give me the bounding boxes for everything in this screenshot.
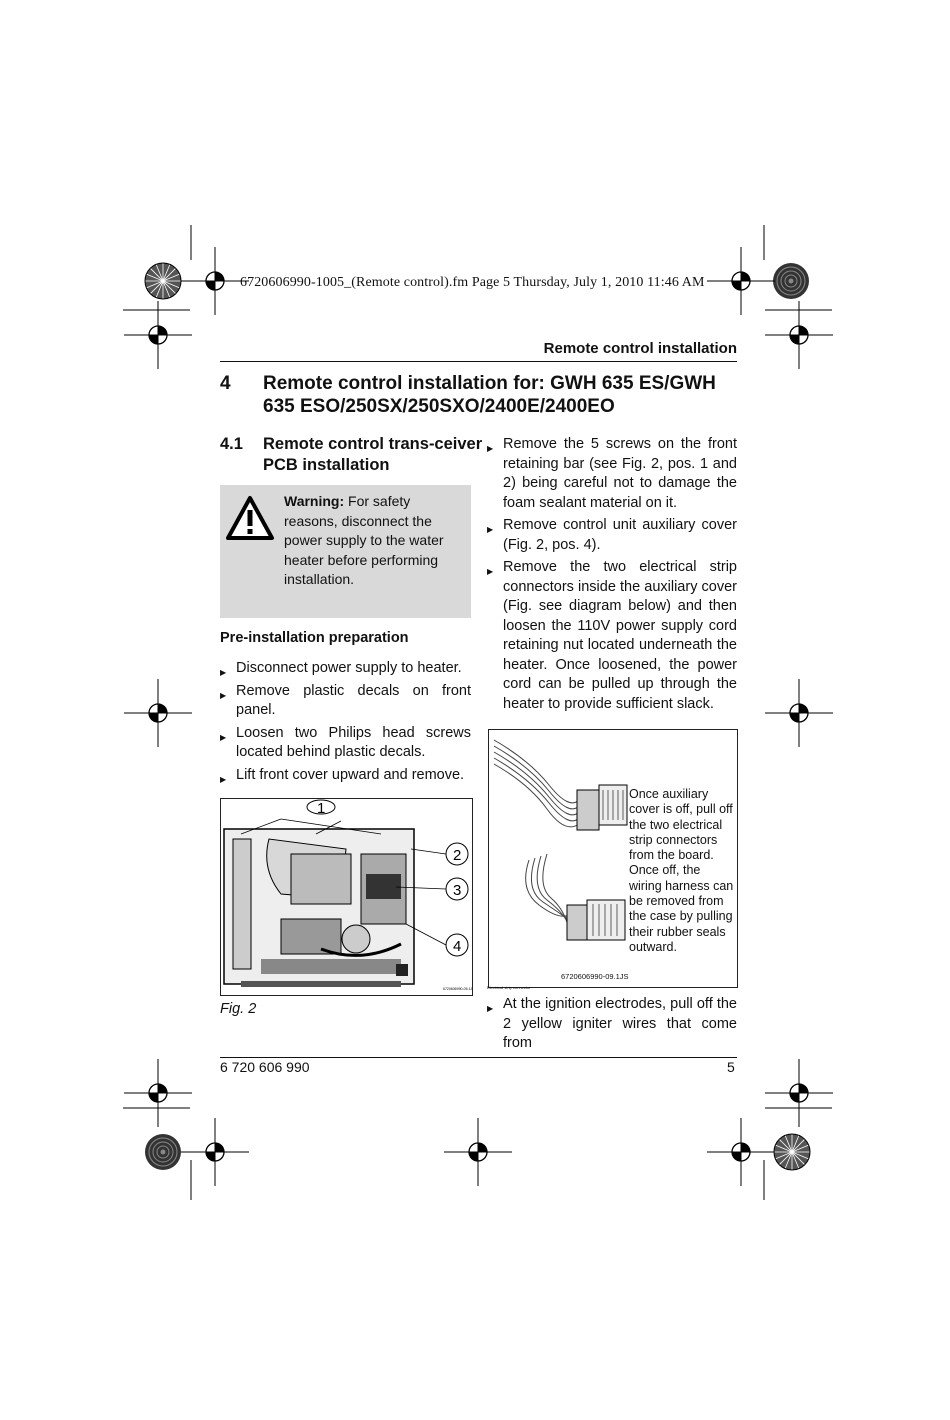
figure-code: 6720606990-09.1JS xyxy=(561,972,629,981)
connector-caption: Once auxiliary cover is off, pull off the two electrical strip connectors from the board. Once off, the wiring harness can be removed from the case by pulling their rubber seals outward. xyxy=(629,787,734,954)
page-number: 5 xyxy=(727,1059,735,1075)
list-item: ▶ Remove the 5 screws on the front retaining bar (see Fig. 2, pos. 1 and 2) being careful not to damage the foam sealant material on it. xyxy=(487,435,737,513)
connector-figure xyxy=(488,729,738,988)
section-number: 4 xyxy=(220,373,231,394)
list-item: ▶ Remove the two electrical strip connectors inside the auxiliary cover (Fig. see diagram below) and then loosen the 110V power supply cord retaining nut located underneath the heater. Once loosened, the power cord can be pulled up through the heater to provide sufficient slack. xyxy=(487,558,737,714)
list-item: ▶ Loosen two Philips head screws located behind plastic decals. xyxy=(220,724,471,763)
removal-steps-list xyxy=(487,435,737,717)
figure-caption: Fig. 2 xyxy=(220,1001,257,1017)
figure-2 xyxy=(220,798,473,996)
running-header: Remote control installation xyxy=(543,340,737,357)
warning-text xyxy=(284,492,464,590)
connector-illustration xyxy=(489,730,629,970)
warning-triangle-icon xyxy=(225,495,275,541)
callout-label: 3 xyxy=(453,882,462,899)
header-rule xyxy=(220,361,737,362)
preinstall-list xyxy=(220,659,471,788)
callout-label: 2 xyxy=(453,847,462,864)
warning-label: Warning: xyxy=(284,493,345,509)
subsection-number: 4.1 xyxy=(220,435,243,453)
document-number: 6 720 606 990 xyxy=(220,1059,310,1075)
subsection-title: Remote control trans-ceiver PCB installation xyxy=(263,435,483,474)
print-slug: 6720606990-1005_(Remote control).fm Page 5 Thursday, July 1, 2010 11:46 AM xyxy=(240,275,705,290)
footer-rule xyxy=(220,1057,737,1058)
figure-label: Electrical strip connector xyxy=(487,985,531,990)
list-item: ▶ Disconnect power supply to heater. xyxy=(220,659,471,679)
list-item: ▶ At the ignition electrodes, pull off the 2 yellow igniter wires that come from xyxy=(487,995,737,1054)
list-item: ▶ Remove control unit auxiliary cover (Fig. 2, pos. 4). xyxy=(487,516,737,555)
warning-body: For safety reasons, disconnect the power supply to the water heater before performing installation. xyxy=(284,493,444,587)
heater-illustration xyxy=(221,799,472,995)
callout-label: 1 xyxy=(317,800,326,817)
figure-code: 6720606990-05.1JS xyxy=(443,987,472,991)
ignition-step-list xyxy=(487,995,737,1057)
list-item: ▶ Lift front cover upward and remove. xyxy=(220,766,471,786)
section-title: Remote control installation for: GWH 635 ES/GWH 635 ESO/250SX/250SXO/2400E/2400EO xyxy=(263,373,716,417)
warning-box xyxy=(220,485,471,618)
list-item: ▶ Remove plastic decals on front panel. xyxy=(220,682,471,721)
preinstall-heading: Pre-installation preparation xyxy=(220,630,409,646)
callout-label: 4 xyxy=(453,938,462,955)
